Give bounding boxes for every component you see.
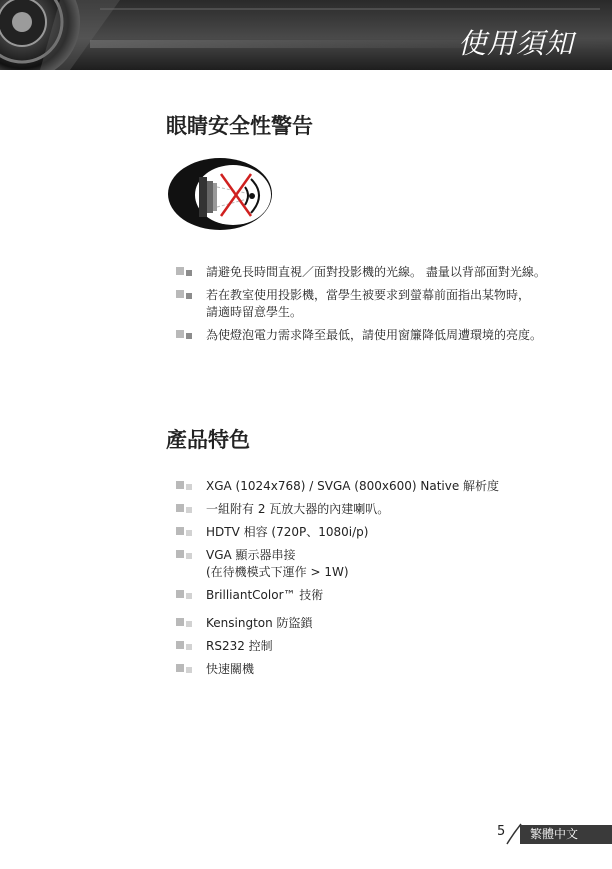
eye-safety-heading: 眼睛安全性警告	[166, 114, 313, 138]
list-item: 一組附有 2 瓦放大器的內建喇叭。	[176, 501, 499, 518]
list-item: VGA 顯示器串接 (在待機模式下運作 > 1W)	[176, 547, 499, 581]
square-bullet-icon	[176, 290, 196, 300]
square-bullet-icon	[176, 590, 196, 600]
list-item: 快速關機	[176, 661, 499, 678]
product-features-heading: 產品特色	[166, 428, 250, 452]
square-bullet-icon	[176, 330, 196, 340]
square-bullet-icon	[176, 267, 196, 277]
list-item: 若在教室使用投影機，當學生被要求到螢幕前面指出某物時， 請適時留意學生。	[176, 287, 546, 321]
list-item: 請避免長時間直視／面對投影機的光線。 盡量以背部面對光線。	[176, 264, 546, 281]
square-bullet-icon	[176, 550, 196, 560]
list-item: XGA (1024x768) / SVGA (800x600) Native 解析度	[176, 478, 499, 495]
list-item: BrilliantColor™ 技術	[176, 587, 499, 604]
eye-safety-list	[176, 264, 546, 344]
list-item: Kensington 防盜鎖	[176, 615, 499, 632]
product-features-list	[176, 478, 499, 678]
square-bullet-icon	[176, 641, 196, 651]
page-number: 5	[497, 824, 506, 839]
list-item: 為使燈泡電力需求降至最低，請使用窗簾降低周遭環境的亮度。	[176, 327, 546, 344]
eye-warning-figure	[167, 157, 273, 232]
square-bullet-icon	[176, 664, 196, 674]
header-banner	[0, 0, 612, 70]
list-item: RS232 控制	[176, 638, 499, 655]
square-bullet-icon	[176, 527, 196, 537]
list-item: HDTV 相容 (720P、1080i/p)	[176, 524, 499, 541]
square-bullet-icon	[176, 481, 196, 491]
language-tab: 繁體中文	[520, 825, 612, 844]
square-bullet-icon	[176, 504, 196, 514]
square-bullet-icon	[176, 618, 196, 628]
page-header-title: 使用須知	[457, 27, 574, 60]
